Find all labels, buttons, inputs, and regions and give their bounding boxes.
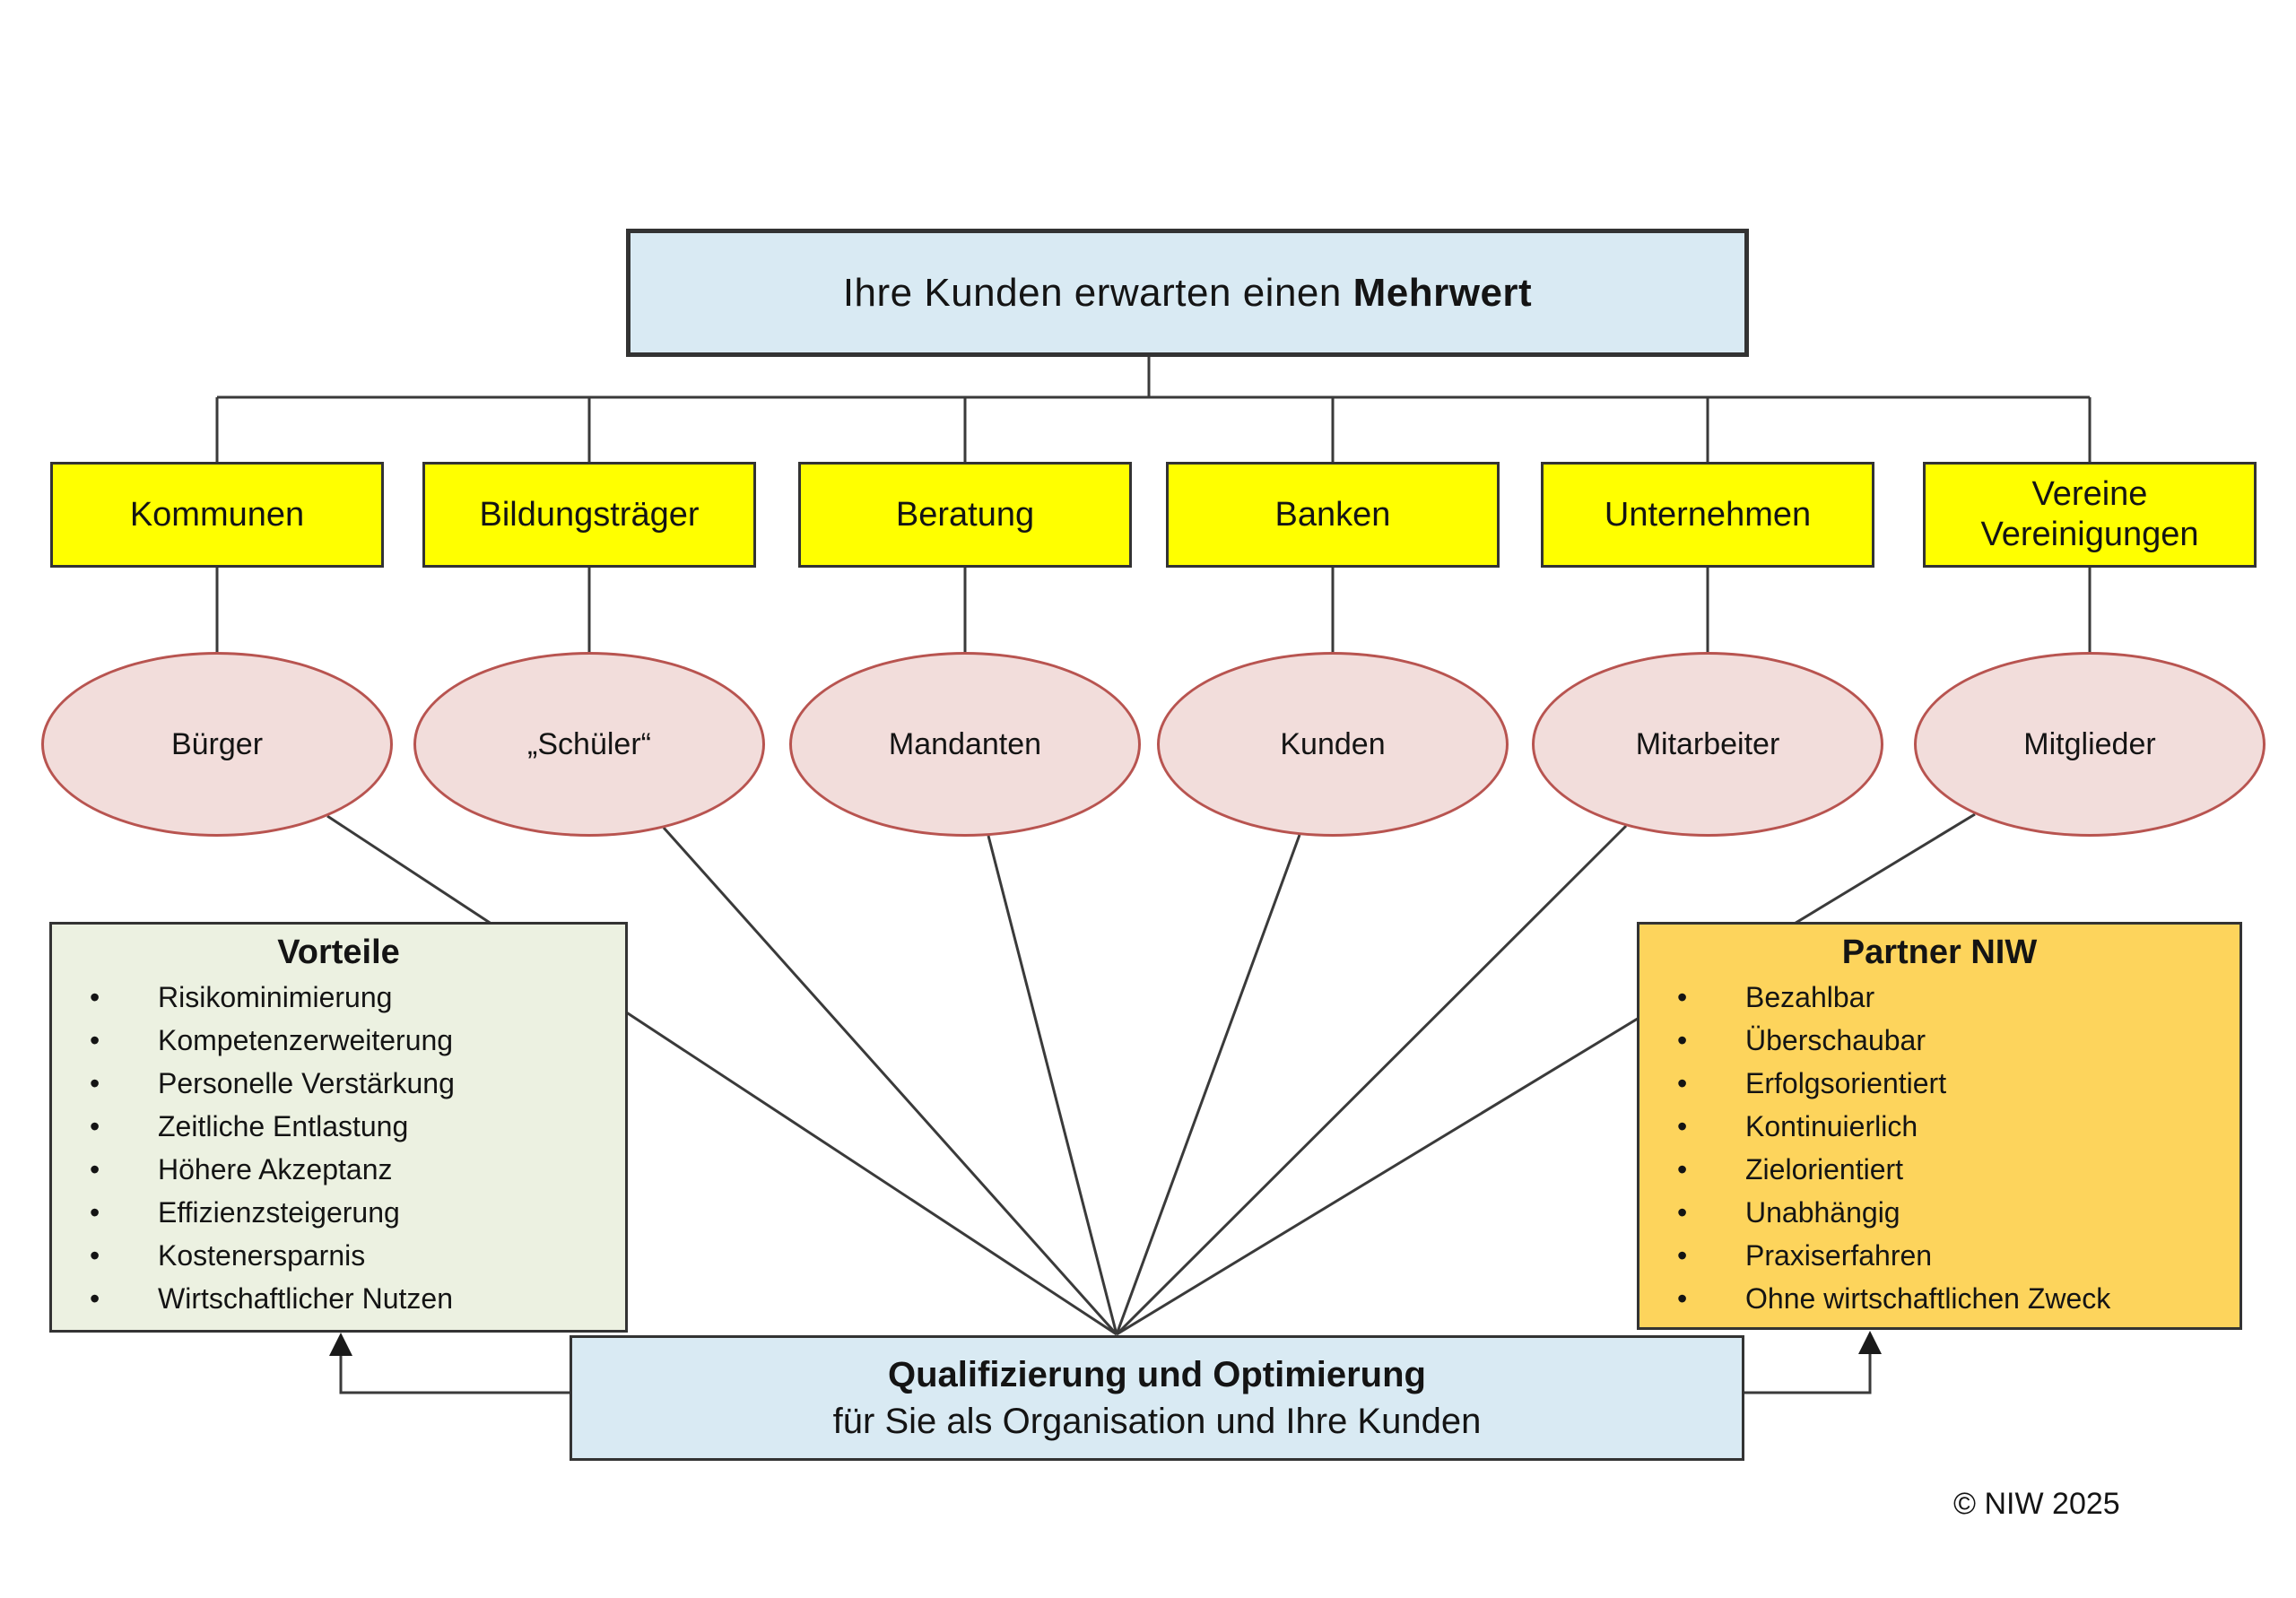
converge-line-3	[988, 836, 1117, 1334]
arrow-line-right	[1743, 1342, 1870, 1393]
vorteile-panel	[49, 922, 628, 1333]
vorteile-item: • Risikominimierung	[52, 976, 625, 1019]
sector-box-kommunen: Kommunen	[50, 462, 384, 568]
vorteile-item: • Personelle Verstärkung	[52, 1062, 625, 1105]
customer-ellipse-mandanten: Mandanten	[789, 652, 1141, 837]
sector-box-banken: Banken	[1166, 462, 1500, 568]
qualification-box-line1: Qualifizierung und Optimierung	[888, 1355, 1426, 1394]
converge-line-4	[1117, 835, 1300, 1334]
partner-item: • Ohne wirtschaftlichen Zweck	[1639, 1277, 2239, 1320]
vorteile-list	[52, 976, 625, 1320]
mehrwert-title-box	[626, 229, 1749, 357]
sector-box-vereine: Vereine Vereinigungen	[1923, 462, 2257, 568]
partner-item: • Zielorientiert	[1639, 1148, 2239, 1191]
sector-box-beratung: Beratung	[798, 462, 1132, 568]
mehrwert-title-text: Ihre Kunden erwarten einen	[842, 270, 1342, 315]
partner-niw-panel	[1637, 922, 2242, 1330]
partner-item: • Praxiserfahren	[1639, 1234, 2239, 1277]
vorteile-item: • Kostenersparnis	[52, 1234, 625, 1277]
converge-line-5	[1117, 826, 1626, 1334]
partner-niw-list	[1639, 976, 2239, 1320]
vorteile-item: • Höhere Akzeptanz	[52, 1148, 625, 1191]
sector-box-unternehmen: Unternehmen	[1541, 462, 1874, 568]
vorteile-panel-title: Vorteile	[277, 934, 400, 971]
vorteile-item: • Kompetenzerweiterung	[52, 1019, 625, 1062]
partner-item: • Erfolgsorientiert	[1639, 1062, 2239, 1105]
vorteile-item: • Zeitliche Entlastung	[52, 1105, 625, 1148]
customer-ellipse-mitarbeiter: Mitarbeiter	[1532, 652, 1883, 837]
sector-box-bildungstraeger: Bildungsträger	[422, 462, 756, 568]
vorteile-item: • Wirtschaftlicher Nutzen	[52, 1277, 625, 1320]
partner-item: • Kontinuierlich	[1639, 1105, 2239, 1148]
qualification-box	[570, 1335, 1744, 1461]
qualification-box-line2: für Sie als Organisation und Ihre Kunden	[832, 1402, 1482, 1441]
arrow-up-right-icon	[1858, 1331, 1882, 1354]
customer-ellipse-mitglieder: Mitglieder	[1914, 652, 2266, 837]
vorteile-item: • Effizienzsteigerung	[52, 1191, 625, 1234]
partner-item: • Bezahlbar	[1639, 976, 2239, 1019]
arrow-up-left-icon	[329, 1333, 352, 1356]
partner-niw-panel-title: Partner NIW	[1841, 934, 2038, 971]
customer-ellipse-kunden: Kunden	[1157, 652, 1509, 837]
mehrwert-title-bold: Mehrwert	[1352, 270, 1533, 315]
arrow-line-left	[341, 1343, 571, 1393]
partner-item: • Überschaubar	[1639, 1019, 2239, 1062]
customer-ellipse-schueler: „Schüler“	[413, 652, 765, 837]
customer-ellipse-buerger: Bürger	[41, 652, 393, 837]
partner-item: • Unabhängig	[1639, 1191, 2239, 1234]
copyright-text: © NIW 2025	[1953, 1487, 2120, 1521]
